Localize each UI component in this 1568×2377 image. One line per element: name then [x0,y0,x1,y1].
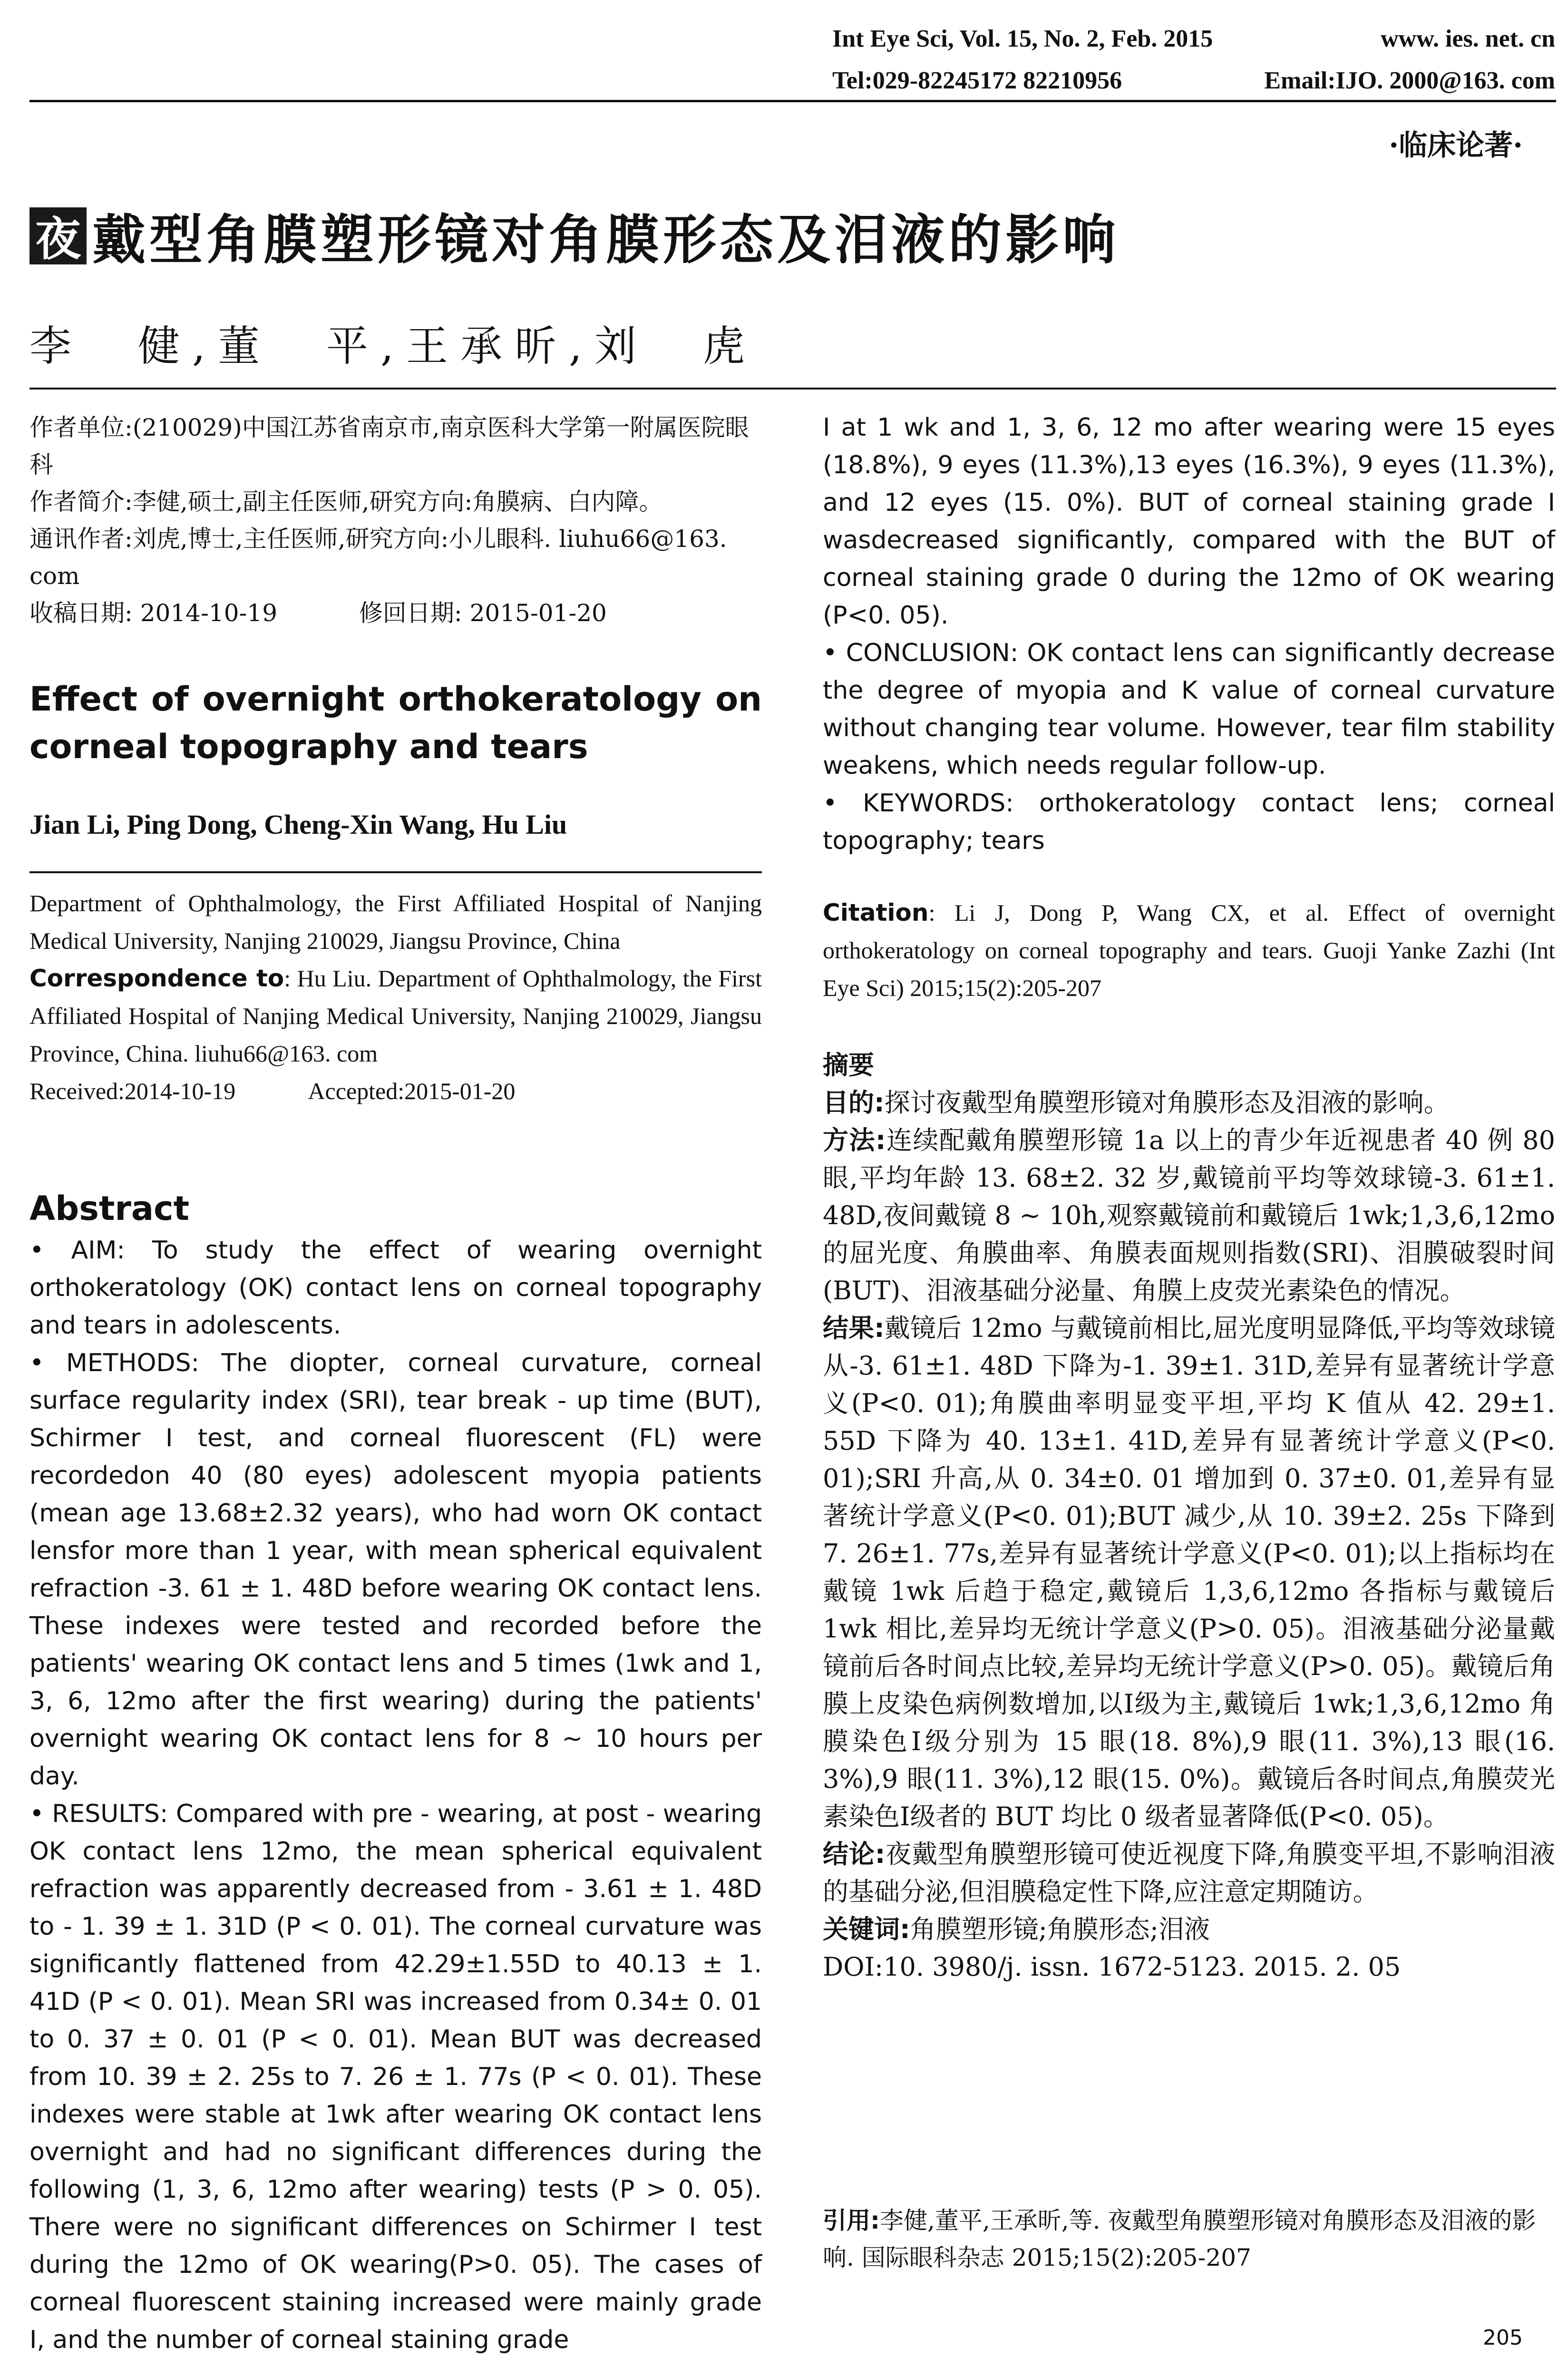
cn-aim-label: 目的: [823,1088,885,1118]
revised-date-cn: 修回日期: 2015-01-20 [359,599,607,627]
cn-keywords-label: 关键词: [823,1914,910,1944]
abstract-results: • RESULTS: Compared with pre - wearing, at post - wearing OK contact lens 12mo, the mean spherical equivalent refraction was apparently decreased from - 3.61 ± 1. 48D to - 1. 39 ± 1. 31D (P < 0. 01). The corneal curvature was significantly flattened from 42.29±1.55D to 40.13 ± 1. 41D (P < 0. 01). Mean SRI was increased from 0.34± 0. 01 to 0. 37 ± 0. 01 (P < 0. 01). Mean BUT was decreased from 10. 39 ± 2. 25s to 7. 26 ± 1. 77s (P < 0. 01). These indexes were stable at 1wk after wearing OK contact lens overnight and had no significant differences during the following (1, 3, 6, 12mo after wearing) tests (P > 0. 05). There were no significant differences on Schirmer Ⅰ test during the 12mo of OK wearing(P>0. 05). The cases of corneal fluorescent staining increased were mainly grade I, and the number of corneal staining grade [29,1800,762,2354]
en-title-line2: corneal topography and tears [29,727,588,766]
title-badge: 夜 [29,207,87,264]
journal-tel: Tel:029-82245172 82210956 [832,67,1122,94]
abstract-conclusion: • CONCLUSION: OK contact lens can significantly decrease the degree of myopia and K value of corneal curvature without changing tear volume. However, tear film stability weakens, which needs regular follow-up. [823,639,1555,780]
cn-results-label: 结果: [823,1313,885,1343]
affiliation-block [29,885,762,1110]
citation-label: Citation [823,899,929,926]
title-block [29,197,1120,274]
author-corresponding: 通讯作者:刘虎,博士,主任医师,研究方向:小儿眼科. liuhu66@163. com [29,525,727,590]
header-rule [29,100,1556,102]
authors-cn: 李 健,董 平,王承昕,刘 虎 [29,321,757,370]
abstract-aim: • AIM: To study the effect of wearing overnight orthokeratology (OK) contact lens on corneal topography and tears in adolescents. [29,1236,762,1340]
cn-results [823,1309,1555,1835]
cn-conclusion [823,1835,1555,1910]
cn-methods [823,1121,1555,1309]
cn-abstract-heading: 摘要 [823,1050,874,1080]
cn-conclusion-text: 夜戴型角膜塑形镜可使近视度下降,角膜变平坦,不影响泪液的基础分泌,但泪膜稳定性下降,应注意定期随访。 [823,1839,1555,1907]
cn-keywords [823,1910,1555,1948]
cn-methods-label: 方法: [823,1125,886,1155]
correspondence-text: : Hu Liu. Department of Ophthalmology, the First Affiliated Hospital of Nanjing Medical University, Nanjing 210029, Jiangsu Province, China. liuhu66@163. com [29,965,762,1067]
section-tag: ·临床论著· [1389,129,1523,162]
cn-conclusion-label: 结论: [823,1839,886,1869]
cn-results-text: 戴镜后 12mo 与戴镜前相比,屈光度明显降低,平均等效球镜从-3. 61±1. 48D 下降为-1. 39±1. 31D,差异有显著统计学意义(P<0. 01);角膜曲率明显变平坦,平均 K 值从 42. 29±1. 55D 下降为 40. 13±1. 41D,差异有显著统计学意义(P<0. 01);SRI 升高,从 0. 34±0. 01 增加到 0. 37±0. 01,差异有显著统计学意义(P<0. 01);BUT 减少,从 10. 39±2. 25s 下降到 7. 26±1. 77s,差异有显著统计学意义(P<0. 01);以上指标均在戴镜 1wk 后趋于稳定,戴镜后 1,3,6,12mo 各指标与戴镜后 1wk 相比,差异均无统计学意义(P>0. 05)。泪液基础分泌量戴镜前后各时间点比较,差异均无统计学意义(P>0. 05)。戴镜后角膜上皮染色病例数增加,以I级为主,戴镜后 1wk;1,3,6,12mo 角膜染色I级分别为 15 眼(18. 8%),9 眼(11. 3%),13 眼(16. 3%),9 眼(11. 3%),12 眼(15. 0%)。戴镜后各时间点,角膜荧光素染色I级者的 BUT 均比 0 级者显著降低(P<0. 05)。 [823,1313,1555,1831]
cn-methods-text: 连续配戴角膜塑形镜 1a 以上的青少年近视患者 40 例 80 眼,平均年龄 13. 68±2. 32 岁,戴镜前平均等效球镜-3. 61±1. 48D,夜间戴镜 8 ~ 10h,观察戴镜前和戴镜后 1wk;1,3,6,12mo 的屈光度、角膜曲率、角膜表面规则指数(SRI)、泪膜破裂时间(BUT)、泪液基础分泌量、角膜上皮荧光素染色的情况。 [823,1125,1555,1305]
received-date-cn: 收稿日期: 2014-10-19 [29,599,278,627]
authors-rule [29,871,762,873]
cn-citation-label: 引用: [823,2207,880,2234]
accepted-date-en: Accepted:2015-01-20 [308,1078,516,1104]
abstract-right [823,409,1555,860]
correspondence [29,960,762,1072]
abstract-methods: • METHODS: The diopter, corneal curvature, corneal surface regularity index (SRI), tear break - up time (BUT), Schirmer I test, and corneal fluorescent (FL) were recordedon 40 (80 eyes) adolescent myopia patients (mean age 13.68±2.32 years), who had worn OK contact lensfor more than 1 year, with mean spherical equivalent refraction -3. 61 ± 1. 48D before wearing OK contact lens. These indexes were tested and recorded before the patients' wearing OK contact lens and 5 times (1wk and 1, 3, 6, 12mo after the first wearing) during the patients' overnight wearing OK contact lens for 8 ~ 10 hours per day. [29,1349,762,1791]
cn-keywords-text: 角膜塑形镜;角膜形态;泪液 [910,1914,1210,1944]
abstract-results-cont: I at 1 wk and 1, 3, 6, 12 mo after wearing were 15 eyes (18.8%), 9 eyes (11.3%),13 eyes (16.3%), 9 eyes (11.3%), and 12 eyes (15. 0%). BUT of corneal staining grade I wasdecreased significantly, compared with the BUT of corneal staining grade 0 during the 12mo of OK wearing (P<0. 05). [823,413,1555,630]
journal-email[interactable]: Email:IJO. 2000@163. com [1264,67,1555,94]
en-title [29,675,762,770]
citation-en [823,894,1555,1007]
cn-citation-text: 李健,董平,王承昕,等. 夜戴型角膜塑形镜对角膜形态及泪液的影响. 国际眼科杂志 2015;15(2):205-207 [823,2207,1536,2271]
en-authors: Jian Li, Ping Dong, Cheng-Xin Wang, Hu Liu [29,809,567,840]
dates-cn [29,594,762,632]
correspondence-label: Correspondence to [29,964,284,992]
received-date-en: Received:2014-10-19 [29,1078,236,1104]
dates-en [29,1072,762,1110]
journal-info: Int Eye Sci, Vol. 15, No. 2, Feb. 2015 [832,25,1213,52]
cn-aim [823,1084,1555,1121]
journal-header [832,25,1555,53]
affiliation: Department of Ophthalmology, the First Affiliated Hospital of Nanjing Medical University, Nanjing 210029, Jiangsu Province, China [29,890,762,954]
abstract-left [29,1232,762,2359]
author-unit: 作者单位:(210029)中国江苏省南京市,南京医科大学第一附属医院眼科 [29,414,749,478]
page-number: 205 [1483,2326,1523,2350]
author-intro: 作者简介:李健,硕士,副主任医师,研究方向:角膜病、白内障。 [29,488,663,516]
title-rule [29,388,1556,390]
page-title: 戴型角膜塑形镜对角膜形态及泪液的影响 [92,209,1120,271]
cn-abstract [823,1046,1555,1986]
cn-citation [823,2202,1555,2276]
journal-website[interactable]: www. ies. net. cn [1381,25,1555,52]
citation-text: : Li J, Dong P, Wang CX, et al. Effect of overnight orthokeratology on corneal topography and tears. Guoji Yanke Zazhi (Int Eye Sci) 2015;15(2):205-207 [823,899,1555,1001]
abstract-keywords: • KEYWORDS: orthokeratology contact lens; corneal topography; tears [823,789,1555,855]
author-info [29,409,762,632]
cn-doi[interactable]: DOI:10. 3980/j. issn. 1672-5123. 2015. 2. 05 [823,1952,1401,1982]
abstract-heading: Abstract [29,1189,190,1228]
journal-contact [832,67,1555,95]
cn-aim-text: 探讨夜戴型角膜塑形镜对角膜形态及泪液的影响。 [884,1088,1450,1118]
en-title-line1: Effect of overnight orthokeratology on [29,680,762,719]
